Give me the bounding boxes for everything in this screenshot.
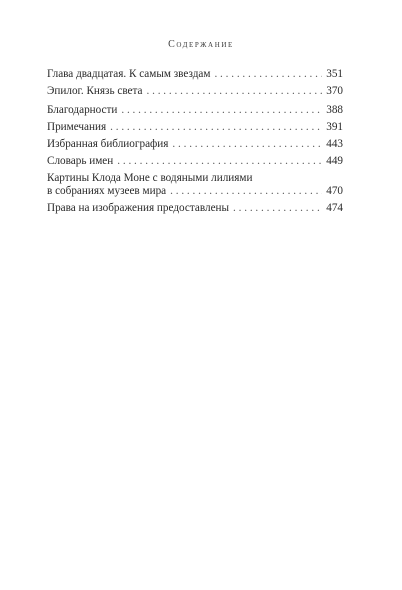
toc-heading: Содержание (168, 39, 234, 50)
toc-group-back-matter (47, 104, 343, 219)
toc-entry-label: Глава двадцатая. К самым звездам (47, 68, 211, 80)
toc-entry (47, 138, 343, 151)
toc-leader-dots (121, 104, 322, 117)
toc-entry-label: Благодарности (47, 104, 118, 116)
toc-leader-dots (147, 85, 323, 98)
toc-entry (47, 104, 343, 117)
toc-entry (47, 155, 343, 168)
toc-entry-page: 351 (326, 68, 343, 80)
toc-entry-label: Словарь имен (47, 155, 114, 167)
toc-leader-dots (170, 185, 322, 198)
toc-entry-page: 388 (326, 104, 343, 116)
toc-entry-label: Избранная библиография (47, 138, 169, 150)
toc-leader-dots (233, 202, 322, 215)
toc-entry (47, 121, 343, 134)
toc-entry-page: 449 (326, 155, 343, 167)
toc-entry-label: Права на изображения предоставлены (47, 202, 230, 214)
toc-entry-line2 (47, 185, 343, 198)
toc-leader-dots (110, 121, 322, 134)
toc-entry-label-line1: Картины Клода Моне с водяными лилиями (47, 172, 253, 184)
toc-entry (47, 202, 343, 215)
toc-entry-page: 470 (326, 185, 343, 197)
toc-entry-label: Эпилог. Князь света (47, 85, 143, 97)
toc-entry (47, 68, 343, 81)
toc-leader-dots (117, 155, 322, 168)
toc-entry-multiline (47, 172, 343, 198)
toc-entry-page: 370 (326, 85, 343, 97)
toc-group-chapters (47, 68, 343, 102)
toc-leader-dots (172, 138, 322, 151)
toc-leader-dots (214, 68, 322, 81)
toc-entry-page: 443 (326, 138, 343, 150)
toc-entry-page: 391 (326, 121, 343, 133)
toc-entry (47, 85, 343, 98)
toc-entry-label: Примечания (47, 121, 107, 133)
toc-entry-label-line2: в собраниях музеев мира (47, 185, 167, 197)
toc-entry-page: 474 (326, 202, 343, 214)
